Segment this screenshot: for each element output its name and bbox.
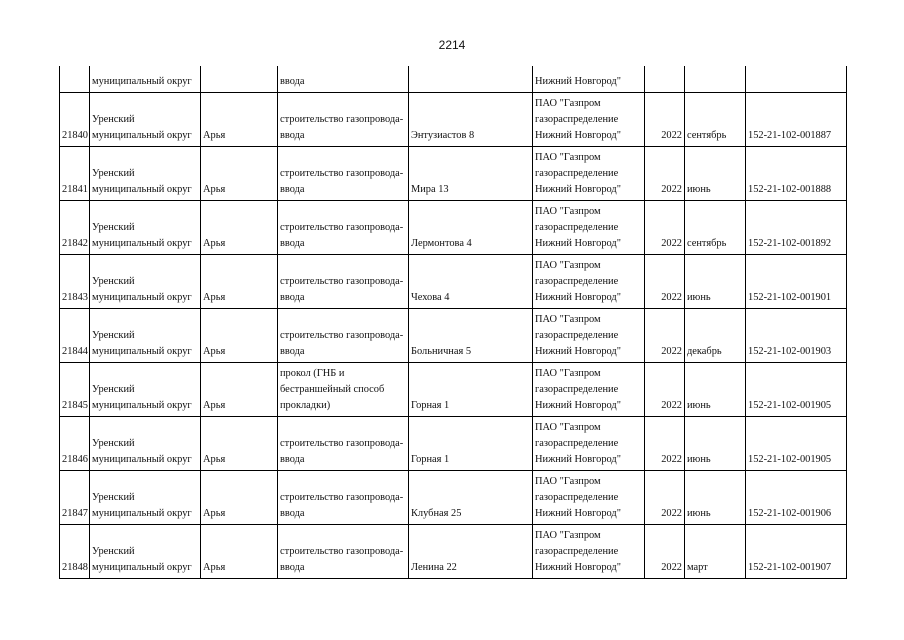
cell-work-type: строительство газопровода- ввода	[278, 255, 409, 309]
cell-num: 21844	[60, 309, 90, 363]
cell-num: 21841	[60, 147, 90, 201]
cell-code: 152-21-102-001903	[746, 309, 847, 363]
cell-month: март	[685, 525, 746, 579]
cell-district: Уренский муниципальный округ	[90, 471, 201, 525]
table-row	[60, 363, 847, 417]
cell-settlement: Арья	[201, 93, 278, 147]
cell-num: 21842	[60, 201, 90, 255]
cell-organization: ПАО "Газпром газораспределение Нижний Новгород"	[533, 255, 645, 309]
table-row	[60, 255, 847, 309]
cell-year: 2022	[645, 255, 685, 309]
cell-code: 152-21-102-001887	[746, 93, 847, 147]
cell-year: 2022	[645, 417, 685, 471]
cell-address: Горная 1	[409, 363, 533, 417]
cell-settlement: Арья	[201, 363, 278, 417]
cell-code: 152-21-102-001888	[746, 147, 847, 201]
cell-settlement	[201, 66, 278, 93]
cell-settlement: Арья	[201, 471, 278, 525]
cell-work-type: строительство газопровода- ввода	[278, 417, 409, 471]
table-row	[60, 309, 847, 363]
cell-address: Больничная 5	[409, 309, 533, 363]
cell-code: 152-21-102-001905	[746, 363, 847, 417]
page-number: 2214	[438, 38, 466, 52]
cell-settlement: Арья	[201, 201, 278, 255]
table-row	[60, 201, 847, 255]
cell-organization: Нижний Новгород"	[533, 66, 645, 93]
cell-address: Лермонтова 4	[409, 201, 533, 255]
cell-num: 21847	[60, 471, 90, 525]
cell-district: Уренский муниципальный округ	[90, 525, 201, 579]
cell-work-type: строительство газопровода- ввода	[278, 309, 409, 363]
cell-organization: ПАО "Газпром газораспределение Нижний Новгород"	[533, 363, 645, 417]
cell-code: 152-21-102-001906	[746, 471, 847, 525]
cell-district: Уренский муниципальный округ	[90, 93, 201, 147]
cell-month: июнь	[685, 147, 746, 201]
cell-address: Горная 1	[409, 417, 533, 471]
table-row	[60, 525, 847, 579]
cell-organization: ПАО "Газпром газораспределение Нижний Новгород"	[533, 417, 645, 471]
cell-num: 21843	[60, 255, 90, 309]
cell-district: Уренский муниципальный округ	[90, 201, 201, 255]
cell-month: сентябрь	[685, 93, 746, 147]
cell-work-type: строительство газопровода- ввода	[278, 93, 409, 147]
cell-organization: ПАО "Газпром газораспределение Нижний Новгород"	[533, 147, 645, 201]
table-row	[60, 147, 847, 201]
cell-code	[746, 66, 847, 93]
cell-work-type: строительство газопровода- ввода	[278, 201, 409, 255]
cell-address: Ленина 22	[409, 525, 533, 579]
cell-district: Уренский муниципальный округ	[90, 255, 201, 309]
cell-num: 21845	[60, 363, 90, 417]
cell-district: Уренский муниципальный округ	[90, 363, 201, 417]
registry-table	[59, 66, 847, 579]
cell-organization: ПАО "Газпром газораспределение Нижний Новгород"	[533, 471, 645, 525]
cell-work-type: ввода	[278, 66, 409, 93]
cell-work-type: прокол (ГНБ и бестраншейный способ прокладки)	[278, 363, 409, 417]
cell-settlement: Арья	[201, 147, 278, 201]
cell-month: июнь	[685, 255, 746, 309]
cell-code: 152-21-102-001905	[746, 417, 847, 471]
cell-code: 152-21-102-001907	[746, 525, 847, 579]
cell-year: 2022	[645, 363, 685, 417]
cell-organization: ПАО "Газпром газораспределение Нижний Новгород"	[533, 93, 645, 147]
cell-settlement: Арья	[201, 309, 278, 363]
cell-year: 2022	[645, 147, 685, 201]
cell-year: 2022	[645, 201, 685, 255]
cell-address: Энтузиастов 8	[409, 93, 533, 147]
cell-organization: ПАО "Газпром газораспределение Нижний Новгород"	[533, 525, 645, 579]
cell-num	[60, 66, 90, 93]
cell-code: 152-21-102-001892	[746, 201, 847, 255]
cell-district: муниципальный округ	[90, 66, 201, 93]
cell-month: июнь	[685, 363, 746, 417]
cell-code: 152-21-102-001901	[746, 255, 847, 309]
cell-num: 21848	[60, 525, 90, 579]
cell-organization: ПАО "Газпром газораспределение Нижний Новгород"	[533, 201, 645, 255]
cell-work-type: строительство газопровода- ввода	[278, 525, 409, 579]
cell-address	[409, 66, 533, 93]
cell-year	[645, 66, 685, 93]
cell-work-type: строительство газопровода- ввода	[278, 471, 409, 525]
cell-district: Уренский муниципальный округ	[90, 147, 201, 201]
cell-address: Чехова 4	[409, 255, 533, 309]
table-row	[60, 93, 847, 147]
cell-organization: ПАО "Газпром газораспределение Нижний Новгород"	[533, 309, 645, 363]
cell-month: июнь	[685, 417, 746, 471]
table-row	[60, 471, 847, 525]
cell-year: 2022	[645, 309, 685, 363]
cell-num: 21840	[60, 93, 90, 147]
cell-address: Клубная 25	[409, 471, 533, 525]
cell-work-type: строительство газопровода- ввода	[278, 147, 409, 201]
cell-year: 2022	[645, 525, 685, 579]
cell-month: сентябрь	[685, 201, 746, 255]
cell-num: 21846	[60, 417, 90, 471]
cell-month: декабрь	[685, 309, 746, 363]
cell-year: 2022	[645, 93, 685, 147]
table-row-continuation	[60, 66, 847, 93]
cell-district: Уренский муниципальный округ	[90, 417, 201, 471]
cell-settlement: Арья	[201, 417, 278, 471]
cell-district: Уренский муниципальный округ	[90, 309, 201, 363]
cell-year: 2022	[645, 471, 685, 525]
table-row	[60, 417, 847, 471]
cell-address: Мира 13	[409, 147, 533, 201]
cell-month: июнь	[685, 471, 746, 525]
cell-month	[685, 66, 746, 93]
cell-settlement: Арья	[201, 525, 278, 579]
cell-settlement: Арья	[201, 255, 278, 309]
